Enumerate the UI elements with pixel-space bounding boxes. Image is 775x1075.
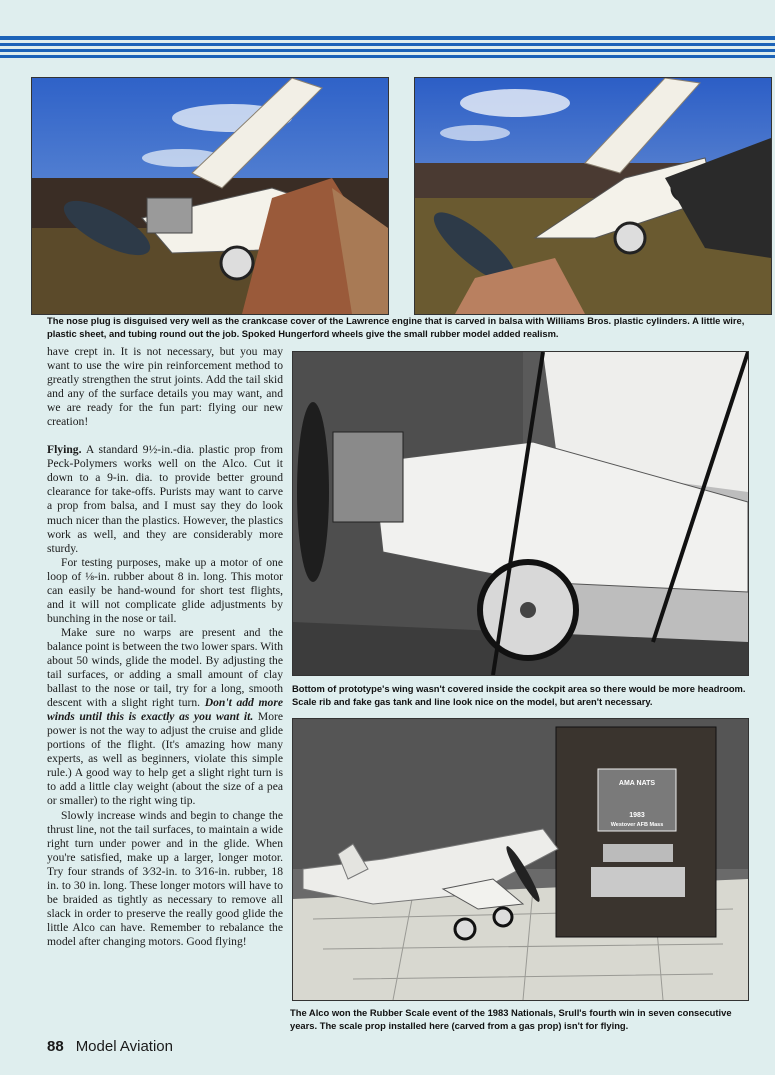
paragraph-1: have crept in. It is not necessary, but you may want to use the wire pin reinforcement method to greatly strengthen the strut joints. Add the tail skid and any of the surface details you may want, and we are ready for the fun part: flying our new creation!	[47, 345, 283, 429]
paragraph-4-emphasis: Don't add more winds until this is exactly as you want it.	[47, 696, 283, 724]
photo-top-right	[414, 77, 772, 315]
photo-middle	[292, 351, 749, 676]
paragraph-2-text: A standard 9½-in.-dia. plastic prop from Peck-Polymers works well on the Alco. Cut it down to a 9-in. dia. to provide better ground clearance for take-offs. Purists may want to carve a prop from balsa, and I must say they do look much nicer than the plastics. However, the plastics work as well, and they are considerably more sturdy.	[47, 443, 283, 555]
magazine-title: Model Aviation	[75, 1038, 173, 1055]
plaque-year: 1983	[629, 812, 645, 819]
page-footer	[47, 1038, 173, 1055]
paragraph-4	[47, 626, 283, 809]
article-body	[47, 345, 283, 949]
paragraph-4-text-b: More power is not the way to adjust the cruise and glide portions of the flight. (It's amazing how many experts, as well as beginners, violate this simple rule.) A good way to help get a slight right turn is to add a little clay weight (about the size of a pea or smaller) to the right wing tip.	[47, 710, 284, 808]
plaque-title: AMA NATS	[618, 780, 656, 787]
paragraph-5: Slowly increase winds and begin to change the thrust line, not the tail surfaces, to maintain a wide right turn under power and in the glide. When you're satisfied, make up a larger, longer motor. Try four strands of 3⁄32-in. to 3⁄16-in. rubber, 18 in. to 30 in. long. These longer motors will have to be braided as tightly as necessary to remove all slack in order to preserve the really good glide the little Alco can have. Remember to rebalance the model after changing motors. Good flying!	[47, 808, 283, 948]
plaque-subtitle: Westover AFB Mass	[610, 822, 664, 828]
caption-bottom: The Alco won the Rubber Scale event of the 1983 Nationals, Srull's fourth win in seven consecutive years. The scale prop installed here (carved from a gas prop) isn't for flying.	[290, 1007, 732, 1031]
section-heading-flying: Flying.	[47, 443, 82, 457]
caption-middle: Bottom of prototype's wing wasn't covered inside the cockpit area so there would be more headroom. Scale rib and fake gas tank and line look nice on the model, but aren't necessary.	[292, 683, 746, 707]
paragraph-2	[47, 443, 283, 555]
page-number: 88	[47, 1038, 64, 1055]
photo-top-left	[31, 77, 389, 315]
caption-top: The nose plug is disguised very well as the crankcase cover of the Lawrence engine that is carved in balsa with Williams Bros. plastic cylinders. A little wire, plastic sheet, and tubing round out the job. Spoked Hungerford wheels give the small rubber model added realism.	[47, 315, 745, 339]
header-stripes	[0, 36, 775, 62]
paragraph-4-text-a: Make sure no warps are present and the balance point is between the two lower spars. With about 50 winds, glide the model. By adjusting the tail surfaces, or adding a small amount of clay ballast to the nose or tail, try for a long, smooth descent with a slight right turn.	[47, 625, 283, 710]
photo-bottom	[292, 718, 749, 1001]
paragraph-3: For testing purposes, make up a motor of one loop of ⅛-in. rubber about 8 in. long. This motor can easily be hand-wound for short test flights, and it will not complicate glide adjustments by bunching in the nose or tail.	[47, 555, 283, 625]
